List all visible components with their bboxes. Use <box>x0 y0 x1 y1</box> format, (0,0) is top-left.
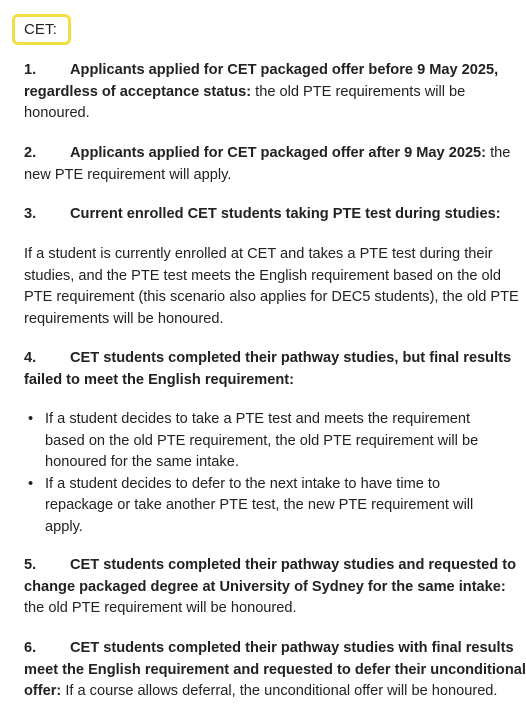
section-2-text: the new PTE requirement will apply. <box>24 145 511 183</box>
section-1 <box>24 60 504 125</box>
section-4-title: 4. CET students completed their pathway studies, but final results failed to meet the English requirement: <box>24 350 512 388</box>
section-1-text: the old PTE requirements will be honoured. <box>24 83 466 121</box>
bullet-text: If a student decides to defer to the next intake to have time to repackage or take another PTE test, the new PTE requirement will apply. <box>45 475 474 535</box>
section-5-title: 5. CET students completed their pathway studies and requested to change packaged degree at University of Sydney for the same intake: <box>24 557 516 595</box>
list-item <box>24 474 504 539</box>
section-3-title: 3. Current enrolled CET students taking PTE test during studies: <box>24 206 501 222</box>
section-2 <box>24 143 524 186</box>
bullet-text: If a student decides to take a PTE test and meets the requirement based on the old PTE requirement, the old PTE requirement will be honoured for the same intake. <box>45 411 479 470</box>
list-item <box>24 409 504 474</box>
bullet-icon: • <box>28 475 34 492</box>
section-1-title: 1. Applicants applied for CET packaged offer before 9 May 2025, regardless of acceptance status: <box>24 62 499 100</box>
section-heading-cet: CET: <box>12 14 71 45</box>
section-5-text: the old PTE requirement will be honoured. <box>24 600 297 616</box>
section-6-title: 6. CET students completed their pathway studies with final results meet the English requirement and requested to defer their unconditional offer: <box>24 640 526 699</box>
section-4-bullet-list <box>24 409 504 538</box>
section-6-text: If a course allows deferral, the unconditional offer will be honoured. <box>61 683 498 699</box>
section-2-title: 2. Applicants applied for CET packaged offer after 9 May 2025: <box>24 145 487 161</box>
section-6 <box>24 638 526 703</box>
section-3 <box>24 204 526 226</box>
section-4 <box>24 348 516 391</box>
section-5 <box>24 555 524 620</box>
section-3-paragraph: If a student is currently enrolled at CET and takes a PTE test during their studies, and the PTE test meets the English requirement based on the old PTE requirement (this scenario also applies for DEC5 students), the old PTE requirements will be honoured. <box>24 246 519 327</box>
bullet-icon: • <box>28 411 34 427</box>
